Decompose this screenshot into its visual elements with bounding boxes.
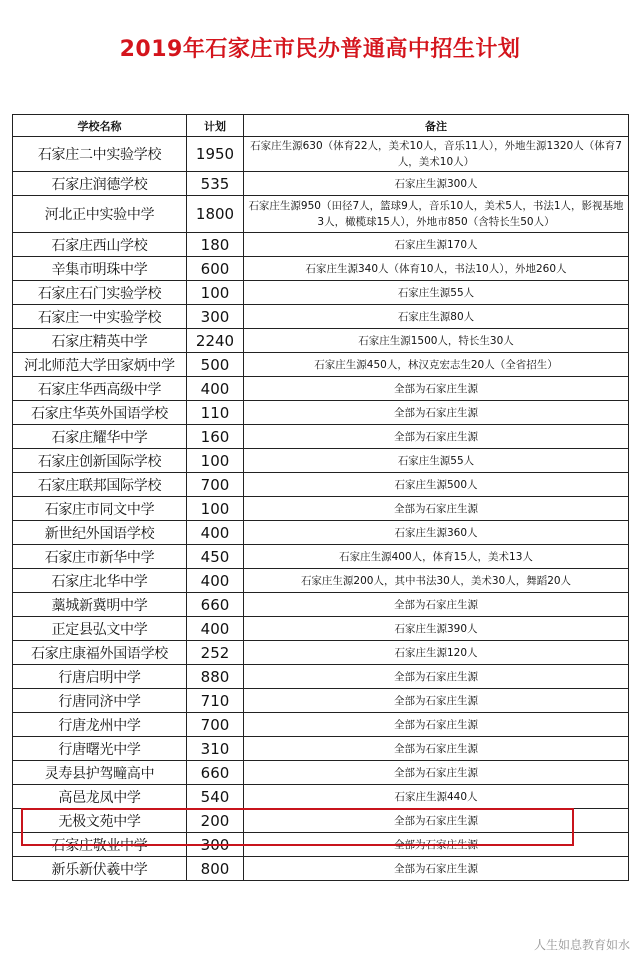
count-cell: 110 bbox=[187, 401, 244, 425]
school-cell: 石家庄精英中学 bbox=[13, 329, 187, 353]
school-cell: 河北师范大学田家炳中学 bbox=[13, 353, 187, 377]
table-row bbox=[13, 329, 629, 353]
count-cell: 400 bbox=[187, 377, 244, 401]
header-note: 备注 bbox=[244, 115, 629, 137]
note-cell: 全部为石家庄生源 bbox=[244, 737, 629, 761]
count-cell: 2240 bbox=[187, 329, 244, 353]
school-cell: 石家庄一中实验学校 bbox=[13, 305, 187, 329]
table-row bbox=[13, 305, 629, 329]
table-row bbox=[13, 545, 629, 569]
note-cell: 全部为石家庄生源 bbox=[244, 809, 629, 833]
watermark bbox=[534, 936, 630, 953]
school-cell: 行唐曙光中学 bbox=[13, 737, 187, 761]
note-cell: 石家庄生源630（体育22人，美术10人，音乐11人），外地生源1320人（体育7人，美术10人） bbox=[244, 137, 629, 172]
table-row bbox=[13, 641, 629, 665]
note-cell: 石家庄生源450人，林汉克宏志生20人（全省招生） bbox=[244, 353, 629, 377]
count-cell: 710 bbox=[187, 689, 244, 713]
count-cell: 100 bbox=[187, 281, 244, 305]
school-cell: 石家庄创新国际学校 bbox=[13, 449, 187, 473]
table-row bbox=[13, 473, 629, 497]
count-cell: 700 bbox=[187, 713, 244, 737]
table-row bbox=[13, 233, 629, 257]
count-cell: 310 bbox=[187, 737, 244, 761]
count-cell: 1950 bbox=[187, 137, 244, 172]
count-cell: 300 bbox=[187, 833, 244, 857]
table-row bbox=[13, 425, 629, 449]
school-cell: 石家庄华西高级中学 bbox=[13, 377, 187, 401]
school-cell: 行唐启明中学 bbox=[13, 665, 187, 689]
school-cell: 石家庄润德学校 bbox=[13, 172, 187, 196]
table-row bbox=[13, 196, 629, 233]
school-cell: 石家庄联邦国际学校 bbox=[13, 473, 187, 497]
count-cell: 880 bbox=[187, 665, 244, 689]
enrollment-plan-table bbox=[12, 114, 629, 881]
page-title: 2019年石家庄市民办普通高中招生计划 bbox=[119, 37, 521, 62]
note-cell: 石家庄生源55人 bbox=[244, 281, 629, 305]
note-cell: 全部为石家庄生源 bbox=[244, 857, 629, 881]
count-cell: 160 bbox=[187, 425, 244, 449]
note-cell: 全部为石家庄生源 bbox=[244, 761, 629, 785]
school-cell: 石家庄二中实验学校 bbox=[13, 137, 187, 172]
table-row bbox=[13, 761, 629, 785]
table-row bbox=[13, 521, 629, 545]
table-row bbox=[13, 833, 629, 857]
school-cell: 石家庄西山学校 bbox=[13, 233, 187, 257]
table-row bbox=[13, 593, 629, 617]
table-row bbox=[13, 689, 629, 713]
table-row bbox=[13, 497, 629, 521]
school-cell: 高邑龙凤中学 bbox=[13, 785, 187, 809]
note-cell: 石家庄生源170人 bbox=[244, 233, 629, 257]
count-cell: 800 bbox=[187, 857, 244, 881]
note-cell: 全部为石家庄生源 bbox=[244, 425, 629, 449]
count-cell: 600 bbox=[187, 257, 244, 281]
note-cell: 石家庄生源950（田径7人，篮球9人，音乐10人，美术5人，书法1人，影视基地3人，橄榄球15人），外地市850（含特长生50人） bbox=[244, 196, 629, 233]
count-cell: 400 bbox=[187, 521, 244, 545]
table-row bbox=[13, 785, 629, 809]
table-row bbox=[13, 665, 629, 689]
count-cell: 1800 bbox=[187, 196, 244, 233]
school-cell: 行唐同济中学 bbox=[13, 689, 187, 713]
table-body bbox=[13, 137, 629, 881]
school-cell: 河北正中实验中学 bbox=[13, 196, 187, 233]
count-cell: 100 bbox=[187, 449, 244, 473]
note-cell: 全部为石家庄生源 bbox=[244, 689, 629, 713]
note-cell: 石家庄生源1500人，特长生30人 bbox=[244, 329, 629, 353]
school-cell: 石家庄市新华中学 bbox=[13, 545, 187, 569]
table-row bbox=[13, 137, 629, 172]
note-cell: 全部为石家庄生源 bbox=[244, 593, 629, 617]
count-cell: 540 bbox=[187, 785, 244, 809]
count-cell: 500 bbox=[187, 353, 244, 377]
school-cell: 石家庄华英外国语学校 bbox=[13, 401, 187, 425]
note-cell: 石家庄生源500人 bbox=[244, 473, 629, 497]
count-cell: 180 bbox=[187, 233, 244, 257]
count-cell: 535 bbox=[187, 172, 244, 196]
note-cell: 石家庄生源200人，其中书法30人，美术30人，舞蹈20人 bbox=[244, 569, 629, 593]
school-cell: 石家庄市同文中学 bbox=[13, 497, 187, 521]
school-cell: 灵寿县护驾疃高中 bbox=[13, 761, 187, 785]
note-cell: 石家庄生源120人 bbox=[244, 641, 629, 665]
note-cell: 全部为石家庄生源 bbox=[244, 833, 629, 857]
watermark-text: 人生如息教育如水 bbox=[533, 938, 630, 952]
school-cell: 石家庄北华中学 bbox=[13, 569, 187, 593]
note-cell: 全部为石家庄生源 bbox=[244, 497, 629, 521]
school-cell: 新世纪外国语学校 bbox=[13, 521, 187, 545]
school-cell: 石家庄康福外国语学校 bbox=[13, 641, 187, 665]
note-cell: 全部为石家庄生源 bbox=[244, 665, 629, 689]
count-cell: 660 bbox=[187, 761, 244, 785]
note-cell: 石家庄生源340人（体育10人，书法10人），外地260人 bbox=[244, 257, 629, 281]
count-cell: 100 bbox=[187, 497, 244, 521]
table-row bbox=[13, 809, 629, 833]
table-row bbox=[13, 353, 629, 377]
school-cell: 石家庄耀华中学 bbox=[13, 425, 187, 449]
school-cell: 石家庄石门实验学校 bbox=[13, 281, 187, 305]
table-row bbox=[13, 617, 629, 641]
note-cell: 全部为石家庄生源 bbox=[244, 401, 629, 425]
count-cell: 660 bbox=[187, 593, 244, 617]
header-count: 计划 bbox=[187, 115, 244, 137]
table-row bbox=[13, 713, 629, 737]
table-row bbox=[13, 377, 629, 401]
school-cell: 正定县弘文中学 bbox=[13, 617, 187, 641]
table-row bbox=[13, 281, 629, 305]
count-cell: 450 bbox=[187, 545, 244, 569]
note-cell: 石家庄生源80人 bbox=[244, 305, 629, 329]
note-cell: 石家庄生源440人 bbox=[244, 785, 629, 809]
school-cell: 石家庄敬业中学 bbox=[13, 833, 187, 857]
note-cell: 全部为石家庄生源 bbox=[244, 377, 629, 401]
table-row bbox=[13, 737, 629, 761]
table-row bbox=[13, 449, 629, 473]
note-cell: 全部为石家庄生源 bbox=[244, 713, 629, 737]
count-cell: 400 bbox=[187, 617, 244, 641]
school-cell: 辛集市明珠中学 bbox=[13, 257, 187, 281]
note-cell: 石家庄生源55人 bbox=[244, 449, 629, 473]
school-cell: 新乐新伏羲中学 bbox=[13, 857, 187, 881]
table-row bbox=[13, 172, 629, 196]
table-row bbox=[13, 857, 629, 881]
table-row bbox=[13, 569, 629, 593]
note-cell: 石家庄生源300人 bbox=[244, 172, 629, 196]
count-cell: 252 bbox=[187, 641, 244, 665]
school-cell: 无极文苑中学 bbox=[13, 809, 187, 833]
note-cell: 石家庄生源390人 bbox=[244, 617, 629, 641]
school-cell: 行唐龙州中学 bbox=[13, 713, 187, 737]
table-row bbox=[13, 257, 629, 281]
header-school: 学校名称 bbox=[13, 115, 187, 137]
note-cell: 石家庄生源400人，体育15人，美术13人 bbox=[244, 545, 629, 569]
count-cell: 700 bbox=[187, 473, 244, 497]
note-cell: 石家庄生源360人 bbox=[244, 521, 629, 545]
count-cell: 400 bbox=[187, 569, 244, 593]
school-cell: 藁城新冀明中学 bbox=[13, 593, 187, 617]
count-cell: 200 bbox=[187, 809, 244, 833]
count-cell: 300 bbox=[187, 305, 244, 329]
table-row bbox=[13, 401, 629, 425]
table-header-row bbox=[13, 115, 629, 137]
